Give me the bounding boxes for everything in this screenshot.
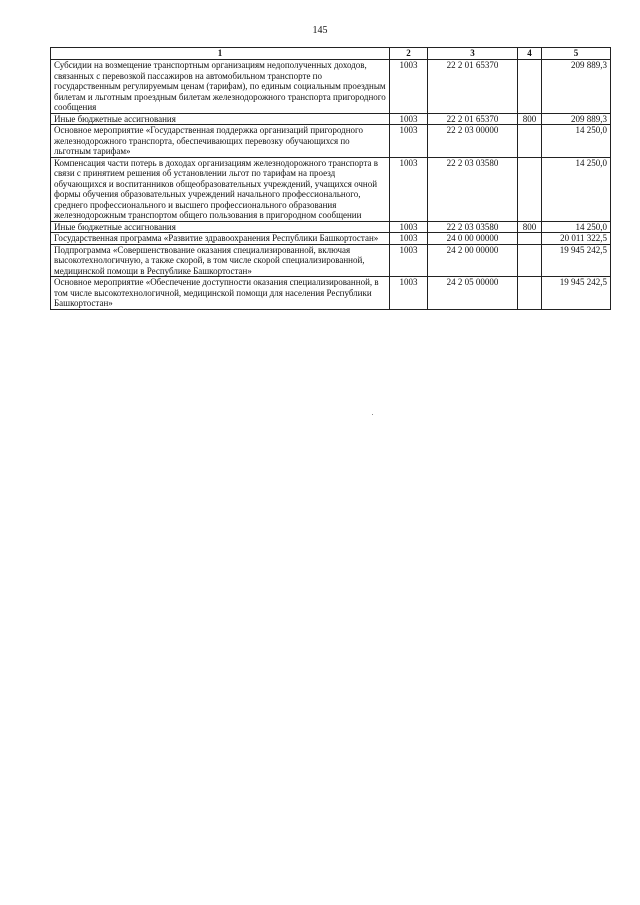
- row-type-cell: 800: [518, 221, 542, 233]
- row-code-cell: 1003: [390, 244, 428, 277]
- row-type-cell: [518, 125, 542, 158]
- row-type-cell: 800: [518, 113, 542, 125]
- row-amount-cell: 14 250,0: [542, 221, 611, 233]
- row-name-cell: Государственная программа «Развитие здравоохранения Республики Башкортостан»: [51, 233, 390, 245]
- row-type-cell: [518, 244, 542, 277]
- header-col-4: 4: [518, 48, 542, 60]
- row-type-cell: [518, 233, 542, 245]
- row-name-cell: Субсидии на возмещение транспортным организациям недополученных доходов, связанных с перевозкой пассажиров на автомобильном транспорте по государственным регулируемым ценам (тарифам), по единым социальным проездным билетам и льготным проездным билетам железнодорожного транспорта пригородного сообщения: [51, 60, 390, 114]
- row-amount-cell: 209 889,3: [542, 60, 611, 114]
- row-amount-cell: 20 011 322,5: [542, 233, 611, 245]
- scan-speck: [372, 414, 373, 415]
- row-code-cell: 1003: [390, 60, 428, 114]
- row-target-cell: 24 2 05 00000: [428, 277, 518, 310]
- row-target-cell: 24 0 00 00000: [428, 233, 518, 245]
- table-row: [51, 113, 611, 125]
- row-name-cell: Иные бюджетные ассигнования: [51, 113, 390, 125]
- row-code-cell: 1003: [390, 233, 428, 245]
- row-target-cell: 22 2 03 03580: [428, 221, 518, 233]
- table-row: [51, 125, 611, 158]
- row-amount-cell: 14 250,0: [542, 157, 611, 221]
- row-name-cell: Основное мероприятие «Обеспечение доступности оказания специализированной, в том числе высокотехнологичной, медицинской помощи для населения Республики Башкортостан»: [51, 277, 390, 310]
- row-amount-cell: 209 889,3: [542, 113, 611, 125]
- table-row: [51, 60, 611, 114]
- row-amount-cell: 19 945 242,5: [542, 244, 611, 277]
- row-type-cell: [518, 60, 542, 114]
- table-row: [51, 244, 611, 277]
- row-amount-cell: 14 250,0: [542, 125, 611, 158]
- row-code-cell: 1003: [390, 157, 428, 221]
- table-row: [51, 233, 611, 245]
- header-col-1: 1: [51, 48, 390, 60]
- header-col-5: 5: [542, 48, 611, 60]
- budget-table: [50, 47, 611, 310]
- page-number: 145: [312, 25, 328, 36]
- row-code-cell: 1003: [390, 125, 428, 158]
- header-col-2: 2: [390, 48, 428, 60]
- row-code-cell: 1003: [390, 277, 428, 310]
- row-type-cell: [518, 277, 542, 310]
- header-row: [51, 48, 611, 60]
- row-target-cell: 22 2 03 00000: [428, 125, 518, 158]
- row-name-cell: Подпрограмма «Совершенствование оказания специализированной, включая высокотехнологичную, а также скорой, в том числе скорой специализированной, медицинской помощи в Республике Башкортостан»: [51, 244, 390, 277]
- row-target-cell: 22 2 01 65370: [428, 113, 518, 125]
- row-code-cell: 1003: [390, 113, 428, 125]
- header-col-3: 3: [428, 48, 518, 60]
- row-amount-cell: 19 945 242,5: [542, 277, 611, 310]
- table-row: [51, 277, 611, 310]
- row-name-cell: Компенсация части потерь в доходах организациям железнодорожного транспорта в связи с принятием решения об установлении льгот по тарифам на проезд обучающихся и воспитанников общеобразовательных учреждений, учащихся очной формы обучения образовательных учреждений начального профессионального, среднего профессионального и высшего профессионального образования железнодорожным транспортом общего пользования в пригородном сообщении: [51, 157, 390, 221]
- row-target-cell: 24 2 00 00000: [428, 244, 518, 277]
- table-row: [51, 157, 611, 221]
- row-name-cell: Иные бюджетные ассигнования: [51, 221, 390, 233]
- row-name-cell: Основное мероприятие «Государственная поддержка организаций пригородного железнодорожного транспорта, обеспечивающих перевозку обучающихся по льготным тарифам»: [51, 125, 390, 158]
- row-type-cell: [518, 157, 542, 221]
- row-target-cell: 22 2 03 03580: [428, 157, 518, 221]
- row-code-cell: 1003: [390, 221, 428, 233]
- row-target-cell: 22 2 01 65370: [428, 60, 518, 114]
- table-row: [51, 221, 611, 233]
